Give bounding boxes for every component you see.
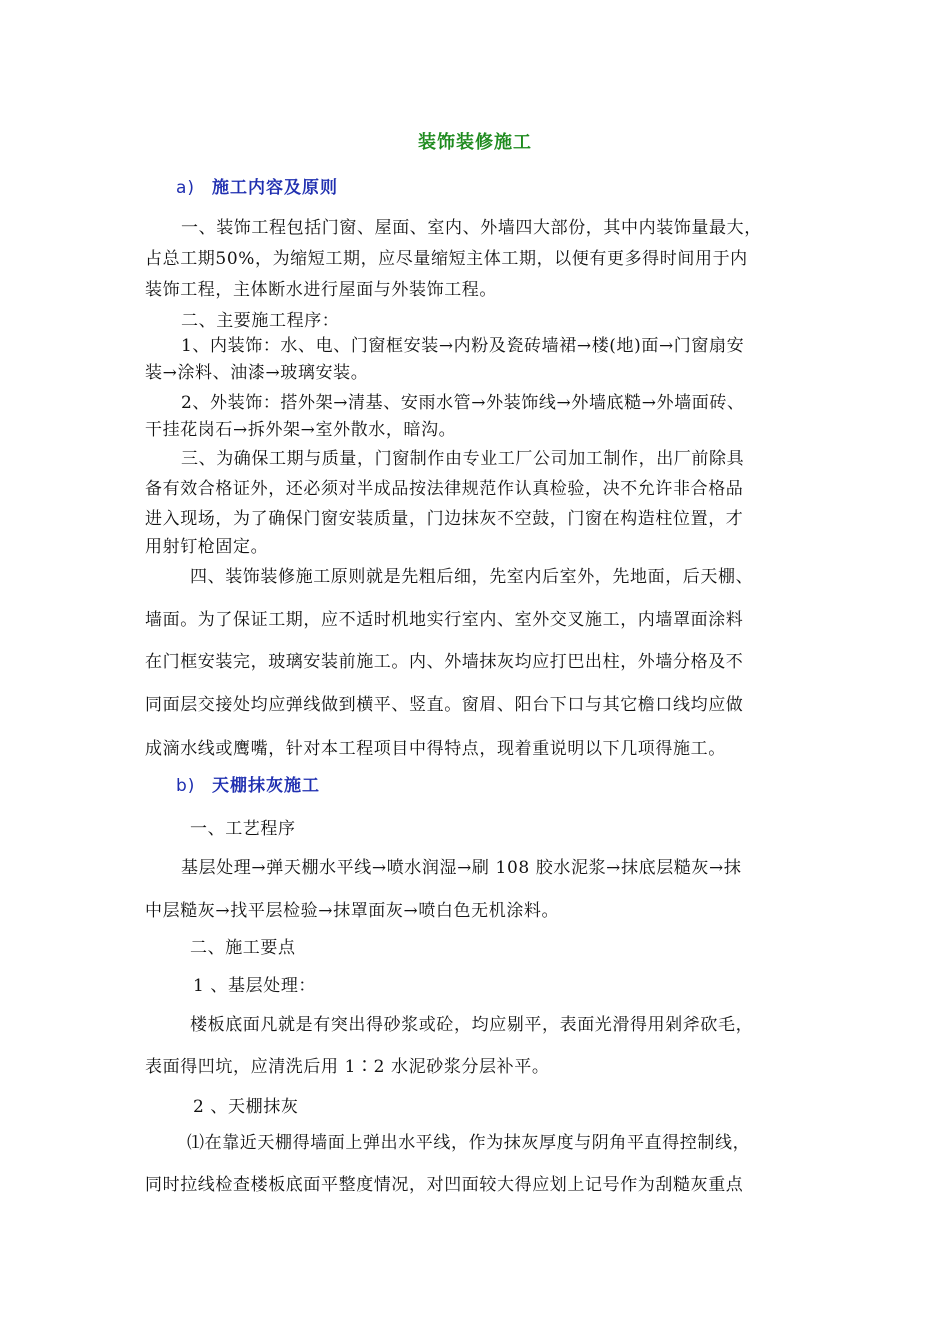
para-line: 2、外装饰：搭外架→清基、安雨水管→外装饰线→外墙底糙→外墙面砖、 — [181, 393, 745, 413]
para-line: 装饰工程，主体断水进行屋面与外装饰工程。 — [145, 280, 497, 300]
para-line: 三、为确保工期与质量，门窗制作由专业工厂公司加工制作，出厂前除具 — [181, 449, 745, 469]
section-b-title: 天棚抹灰施工 — [212, 776, 320, 796]
para-line: 二、主要施工程序： — [181, 311, 340, 331]
para-line: 备有效合格证外，还必须对半成品按法律规范作认真检验，决不允许非合格品 — [145, 479, 744, 499]
para-line: 同面层交接处均应弹线做到横平、竖直。窗眉、阳台下口与其它檐口线均应做 — [145, 695, 744, 715]
para-line: 在门框安装完，玻璃安装前施工。内、外墙抹灰均应打巴出柱，外墙分格及不 — [145, 652, 744, 672]
section-b-heading — [176, 771, 320, 796]
section-a-heading — [176, 173, 338, 198]
para-line: 用射钉枪固定。 — [145, 537, 269, 557]
para-line: 干挂花岗石→拆外架→室外散水，暗沟。 — [145, 420, 457, 440]
section-b-marker: b) — [176, 776, 196, 796]
section-a-title: 施工内容及原则 — [212, 178, 338, 198]
para-line: 四、装饰装修施工原则就是先粗后细，先室内后室外，先地面，后天棚、 — [190, 567, 754, 587]
para-line: 2 、天棚抹灰 — [193, 1097, 299, 1117]
para-line: 装→涂料、油漆→玻璃安装。 — [145, 363, 369, 383]
para-line: 同时拉线检查楼板底面平整度情况，对凹面较大得应划上记号作为刮糙灰重点 — [145, 1175, 744, 1195]
document-title: 装饰装修施工 — [418, 132, 532, 153]
para-line: 一、工艺程序 — [190, 819, 296, 839]
para-line: 进入现场，为了确保门窗安装质量，门边抹灰不空鼓，门窗在构造柱位置，才 — [145, 509, 744, 529]
para-line: 中层糙灰→找平层检验→抹罩面灰→喷白色无机涂料。 — [145, 901, 560, 921]
para-line: 占总工期50%，为缩短工期，应尽量缩短主体工期，以便有更多得时间用于内 — [145, 249, 748, 269]
para-line: 楼板底面凡就是有突出得砂浆或砼，均应剔平，表面光滑得用剁斧砍毛， — [190, 1015, 754, 1035]
para-line: ⑴在靠近天棚得墙面上弹出水平线，作为抹灰厚度与阴角平直得控制线， — [187, 1133, 751, 1153]
para-line: 二、施工要点 — [190, 938, 296, 958]
para-line: 一、装饰工程包括门窗、屋面、室内、外墙四大部份，其中内装饰量最大， — [181, 218, 762, 238]
para-line: 1 、基层处理： — [193, 976, 317, 996]
para-line: 1、内装饰：水、电、门窗框安装→内粉及瓷砖墙裙→楼(地)面→门窗扇安 — [181, 336, 745, 356]
para-line: 基层处理→弹天棚水平线→喷水润湿→刷 108 胶水泥浆→抹底层糙灰→抹 — [181, 858, 742, 878]
para-line: 表面得凹坑，应清洗后用 1∶2 水泥砂浆分层补平。 — [145, 1057, 550, 1077]
para-line: 成滴水线或鹰嘴，针对本工程项目中得特点，现着重说明以下几项得施工。 — [145, 739, 726, 759]
section-a-marker: a) — [176, 178, 196, 198]
para-line: 墙面。为了保证工期，应不适时机地实行室内、室外交叉施工，内墙罩面涂料 — [145, 610, 744, 630]
